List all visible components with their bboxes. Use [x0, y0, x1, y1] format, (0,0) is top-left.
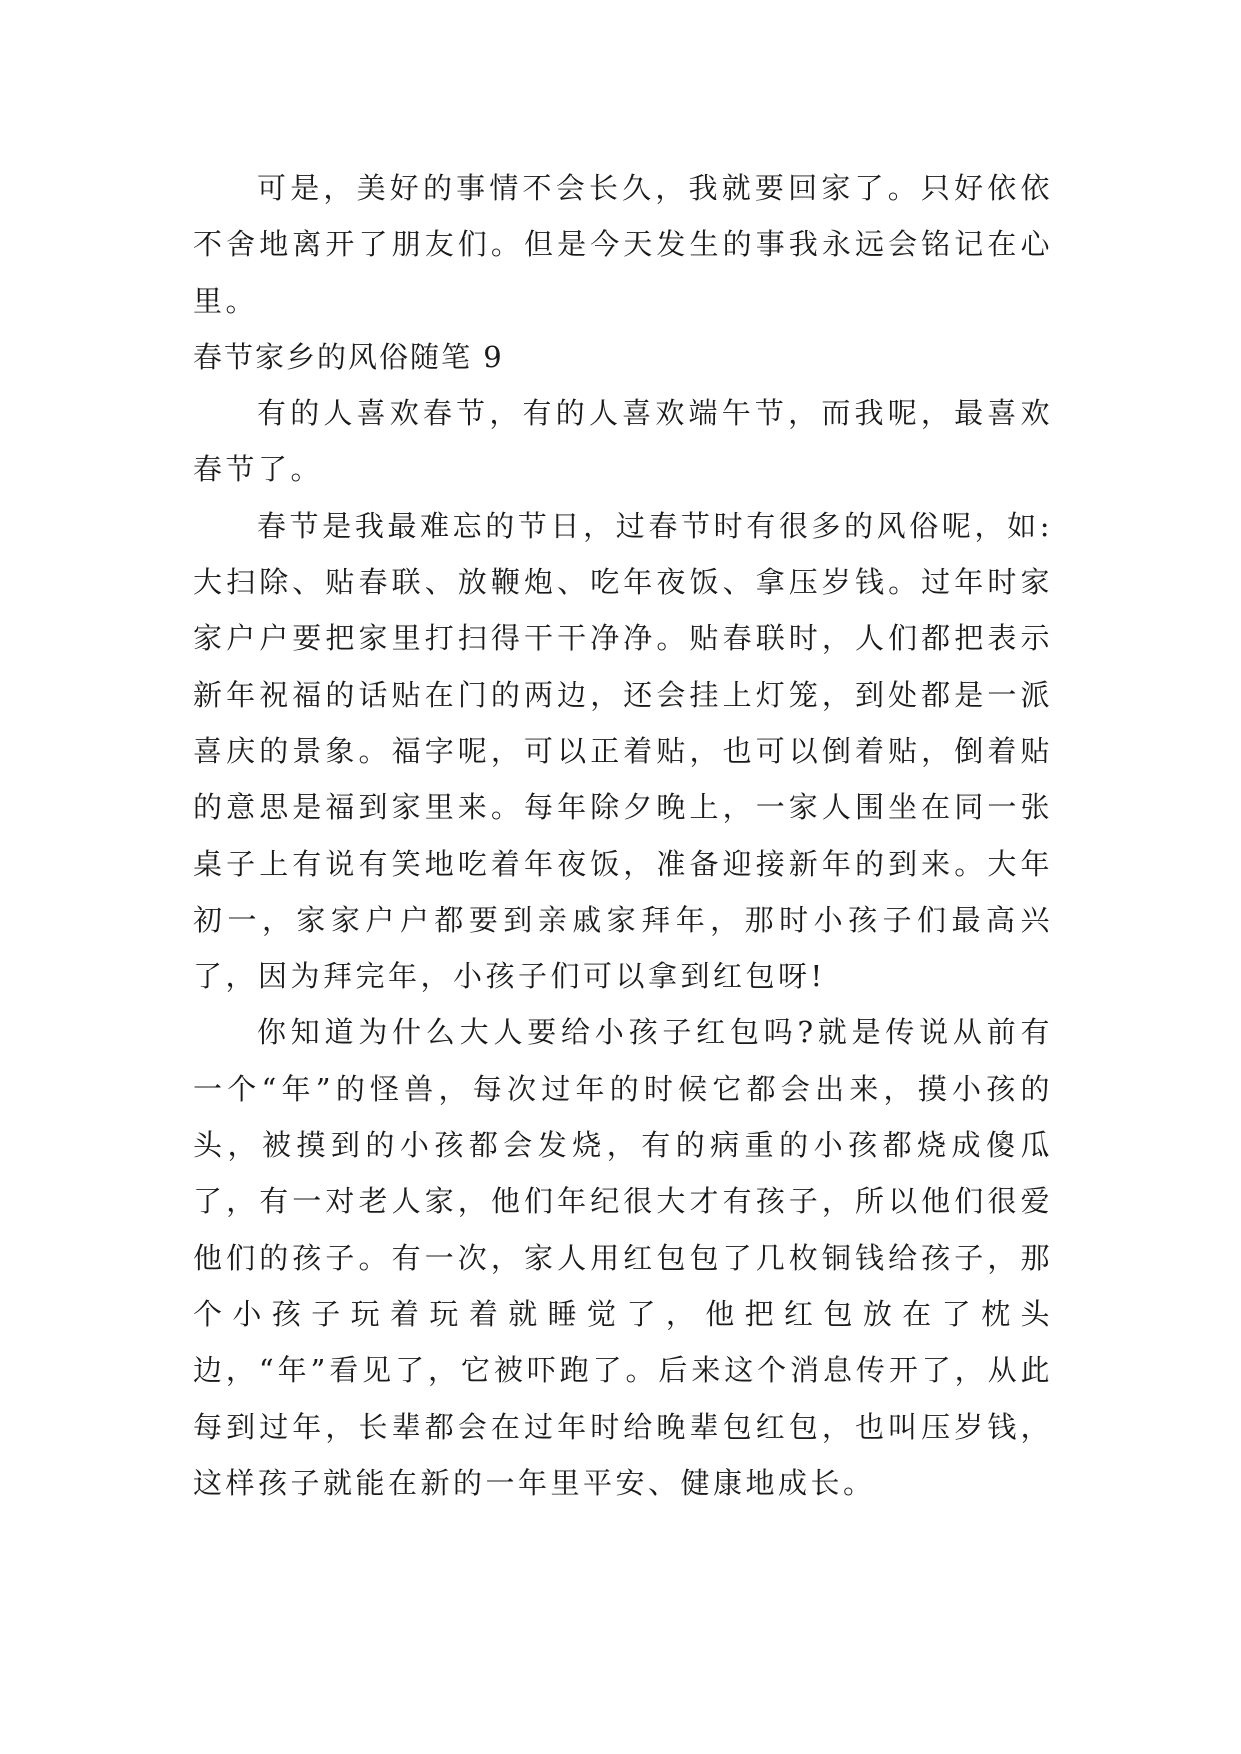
- paragraph-2: 春节是我最难忘的节日，过春节时有很多的风俗呢，如:大扫除、贴春联、放鞭炮、吃年夜饭、拿压岁钱。过年时家家户户要把家里打扫得干干净净。贴春联时，人们都把表示新年祝福的话贴在门的两边，还会挂上灯笼，到处都是一派喜庆的景象。福字呢，可以正着贴，也可以倒着贴，倒着贴的意思是福到家里来。每年除夕晚上，一家人围坐在同一张桌子上有说有笑地吃着年夜饭，准备迎接新年的到来。大年初一，家家户户都要到亲戚家拜年，那时小孩子们最高兴了，因为拜完年，小孩子们可以拿到红包呀!: [193, 508, 1053, 994]
- paragraph-1: 有的人喜欢春节，有的人喜欢端午节，而我呢，最喜欢春节了。: [193, 396, 1053, 487]
- intro-paragraph: 可是，美好的事情不会长久，我就要回家了。只好依依不舍地离开了朋友们。但是今天发生的事我永远会铭记在心里。: [193, 171, 1053, 318]
- document-body: [193, 160, 1053, 1511]
- section-heading: 春节家乡的风俗随笔 9: [193, 339, 504, 374]
- paragraph-3: 你知道为什么大人要给小孩子红包吗?就是传说从前有一个“年”的怪兽，每次过年的时候它都会出来，摸小孩的头，被摸到的小孩都会发烧，有的病重的小孩都烧成傻瓜了，有一对老人家，他们年纪很大才有孩子，所以他们很爱他们的孩子。有一次，家人用红包包了几枚铜钱给孩子，那个小孩子玩着玩着就睡觉了，他把红包放在了枕头边，“年”看见了，它被吓跑了。后来这个消息传开了，从此每到过年，长辈都会在过年时给晚辈包红包，也叫压岁钱，这样孩子就能在新的一年里平安、健康地成长。: [193, 1015, 1053, 1500]
